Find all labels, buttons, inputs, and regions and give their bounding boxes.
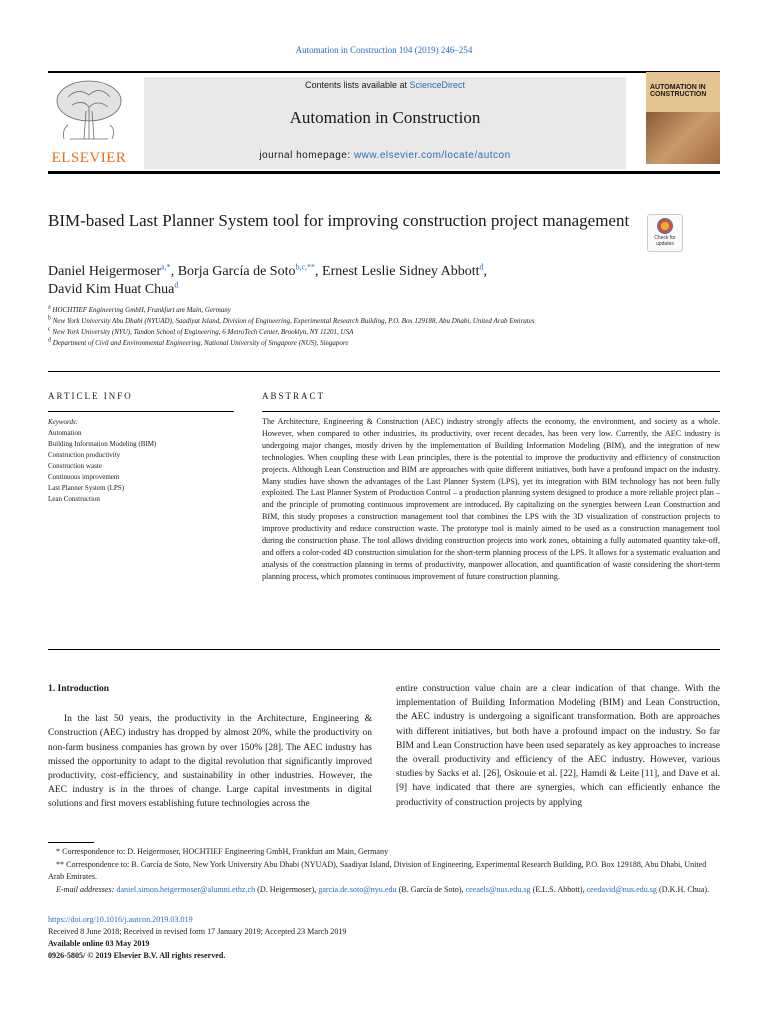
cover-artwork — [646, 112, 720, 164]
publication-info — [48, 914, 720, 962]
email-link[interactable]: ceeaels@nus.edu.sg — [465, 884, 531, 894]
author-affiliation-marker[interactable]: d — [174, 280, 179, 290]
check-for-updates-button[interactable] — [647, 214, 683, 252]
affiliation-text: Department of Civil and Environmental Engineering, National University of Singapore (NUS), Singapore — [52, 339, 349, 347]
abstract-rule — [262, 411, 720, 412]
homepage-prefix: journal homepage: — [259, 150, 354, 161]
affiliation-key: c — [48, 326, 51, 333]
affiliation-key: a — [48, 304, 51, 311]
author-name[interactable]: Borja García de Soto — [177, 264, 296, 279]
homepage-link[interactable]: www.elsevier.com/locate/autcon — [353, 150, 511, 161]
email-link[interactable]: garcia.de.soto@nyu.edu — [318, 884, 397, 894]
email-owner: (D.K.H. Chua). — [659, 884, 710, 894]
affiliation-item — [48, 338, 648, 349]
body-column-left — [48, 682, 372, 812]
email-owner: (D. Heigermoser), — [257, 884, 317, 894]
author-affiliation-marker[interactable]: a,* — [161, 262, 171, 272]
journal-homepage-line — [144, 150, 626, 161]
keyword: Lean Construction — [48, 495, 100, 503]
email-owner: (E.L.S. Abbott), — [532, 884, 585, 894]
affiliation-text: New York University (NYU), Tandon School of Engineering, 6 MetroTech Center, Brooklyn, NY 11201, USA — [52, 328, 354, 336]
cover-title: AUTOMATION IN CONSTRUCTION — [650, 84, 707, 98]
affiliation-key: b — [48, 315, 51, 322]
publisher-name: ELSEVIER — [51, 150, 127, 166]
keyword: Construction waste — [48, 462, 102, 470]
paper-title: BIM-based Last Planner System tool for improving construction project management — [48, 211, 630, 230]
affiliations — [48, 305, 648, 349]
copyright: 0926-5805/ © 2019 Elsevier B.V. All rights reserved. — [48, 951, 226, 960]
doi-link[interactable]: https://doi.org/10.1016/j.autcon.2019.03.019 — [48, 915, 193, 924]
footnote-rule — [48, 842, 94, 843]
keyword: Automation — [48, 429, 82, 437]
keyword: Last Planner System (LPS) — [48, 484, 125, 492]
author-name[interactable]: Daniel Heigermoser — [48, 264, 162, 279]
journal-cover-image[interactable] — [646, 72, 720, 164]
affiliation-item — [48, 305, 648, 316]
footnote-correspondence-1: * Correspondence to: D. Heigermoser, HOCHTIEF Engineering GmbH, Frankfurt am Main, Germany — [56, 847, 389, 856]
email-owner: (B. García de Soto), — [398, 884, 464, 894]
header-bottom-rule — [48, 171, 720, 174]
journal-title: Automation in Construction — [289, 108, 481, 127]
intro-paragraph: In the last 50 years, the productivity in the Architecture, Engineering & Construction (AEC) industry has dropped by almost 20%, while the productivity on non-farm business companies has grown by over 150% [28]. The AEC industry has missed the opportunity to adapt to the digital revolution that significantly improved productivity, cost-efficiency, and sustainability in other industries. However, the AEC industry is in the throes of change. Large capital investments in digital solutions and first movers establishing future technologies across the — [48, 714, 372, 810]
author-name[interactable]: David Kim Huat Chua — [48, 282, 175, 297]
available-online: Available online 03 May 2019 — [48, 939, 150, 948]
footnotes — [48, 846, 720, 896]
keyword: Building Information Modeling (BIM) — [48, 440, 157, 448]
elsevier-tree-icon — [48, 77, 130, 147]
email-addresses — [48, 884, 720, 897]
author-affiliation-marker[interactable]: d — [479, 262, 484, 272]
sciencedirect-link[interactable]: ScienceDirect — [409, 80, 466, 90]
footnote-correspondence-2: ** Correspondence to: B. García de Soto, New York University Abu Dhabi (NYUAD), Saadiyat Island, Division of Engineering, Experimental Research Building, P.O. Box 129188, Abu Dhabi, United Arab Emirates. — [48, 859, 707, 881]
article-info-heading: ARTICLE INFO — [48, 391, 133, 401]
keyword: Continuous improvement — [48, 473, 120, 481]
article-info-rule — [48, 411, 234, 412]
affiliation-item — [48, 327, 648, 338]
affiliation-key: d — [48, 337, 51, 344]
header-top-rule — [48, 71, 720, 73]
email-label: E-mail addresses: — [56, 884, 115, 894]
contents-prefix: Contents lists available at — [304, 80, 410, 90]
contents-line — [144, 80, 626, 90]
received-dates: Received 8 June 2018; Received in revised form 17 January 2019; Accepted 23 March 2019 — [48, 927, 347, 936]
email-link[interactable]: ceedavid@nus.edu.sg — [586, 884, 657, 894]
section-divider — [48, 371, 720, 372]
author-affiliation-marker[interactable]: b,c,** — [295, 262, 316, 272]
check-updates-label: Check for updates — [654, 235, 676, 247]
author-name[interactable]: Ernest Leslie Sidney Abbott — [322, 264, 480, 279]
author-list: Daniel Heigermoser$^{a,*}$, Borja García de Soto$^{b,c,**}$, Ernest Leslie Sidney Abbott$^d$, David Kim Huat Chua$^d$ — [48, 262, 488, 297]
crossmark-icon — [657, 218, 673, 234]
abstract-text: The Architecture, Engineering & Construction (AEC) industry strongly affects the economy, the environment, and society as a whole. However, when compared to other industries, its productivity, over recent decades, has been very low. Currently, the AEC industry is undergoing major changes, mostly driven by the implementation of Building Information Modeling (BIM), and the integration of new technologies. When coupling these with Lean principles, there is the potential to improve the productivity and efficiency of construction projects. Although Lean Construction and BIM are approaches with quite different initiatives, both have a profound impact on the industry. Many studies have shown the advantages of the Last Planner System (LPS), yet its integration with BIM technology has not been fully exploited. The Last Planner System of Production Control – a production planning system designed to produce a more reliable project plan – and the principle of promoting continuous improvement are introduced. By capitalizing on the synergies between Lean Construction and BIM, this study proposes a construction management tool that combines the LPS with the 3D visualization of construction projects to improve productivity and reduce construction waste. The prototype tool is mainly aimed to be used as a construction management tool during the construction phase. The tool allows dividing construction projects into work zones, obtaining a fully automated quantity take-off, and offers a color-coded 4D construction simulation for the short-term planning process of the LPS. It allows for a systematic evaluation and analysis of the construction planning in terms of productivity, manpower allocation, and quantification of waste considering the short-term planning process, which promotes continuous improvement of future construction planning. — [262, 417, 720, 581]
abstract-heading: ABSTRACT — [262, 391, 326, 401]
affiliation-text: HOCHTIEF Engineering GmbH, Frankfurt am Main, Germany — [52, 306, 231, 314]
keyword: Construction productivity — [48, 451, 121, 459]
introduction-heading: 1. Introduction — [48, 684, 110, 694]
keywords-label: Keywords: — [48, 418, 79, 426]
affiliation-text: New York University Abu Dhabi (NYUAD), Saadiyat Island, Division of Engineering, Experimental Research Building, P.O. Box 129188, Abu Dhabi, United Arab Emirates — [52, 317, 535, 325]
keywords-block — [48, 417, 238, 505]
affiliation-item — [48, 316, 648, 327]
abstract-bottom-rule — [48, 649, 720, 650]
body-column-right — [396, 682, 720, 810]
elsevier-logo — [48, 77, 130, 169]
journal-reference-link[interactable]: Automation in Construction 104 (2019) 246–254 — [295, 45, 473, 55]
email-link[interactable]: daniel.simon.heigermoser@alumni.ethz.ch — [116, 884, 256, 894]
intro-paragraph-continued: entire construction value chain are a clear indication of that change. With the implementation of Building Information Modeling (BIM) and Lean Construction, the AEC industry is undergoing a significant transformation. Both are approaches with different initiatives, but both have a profound impact on the industry. So far BIM and Lean Construction have been used separately as key approaches to increase the overall productivity and efficiency of the AEC industry. However, various studies by Sacks et al. [26], Oskouie et al. [22], Hamdi & Leite [11], and Dave et al. [9] have indicated that there are synergies, which can efficiently enhance the productivity of construction projects by applying — [396, 684, 720, 808]
